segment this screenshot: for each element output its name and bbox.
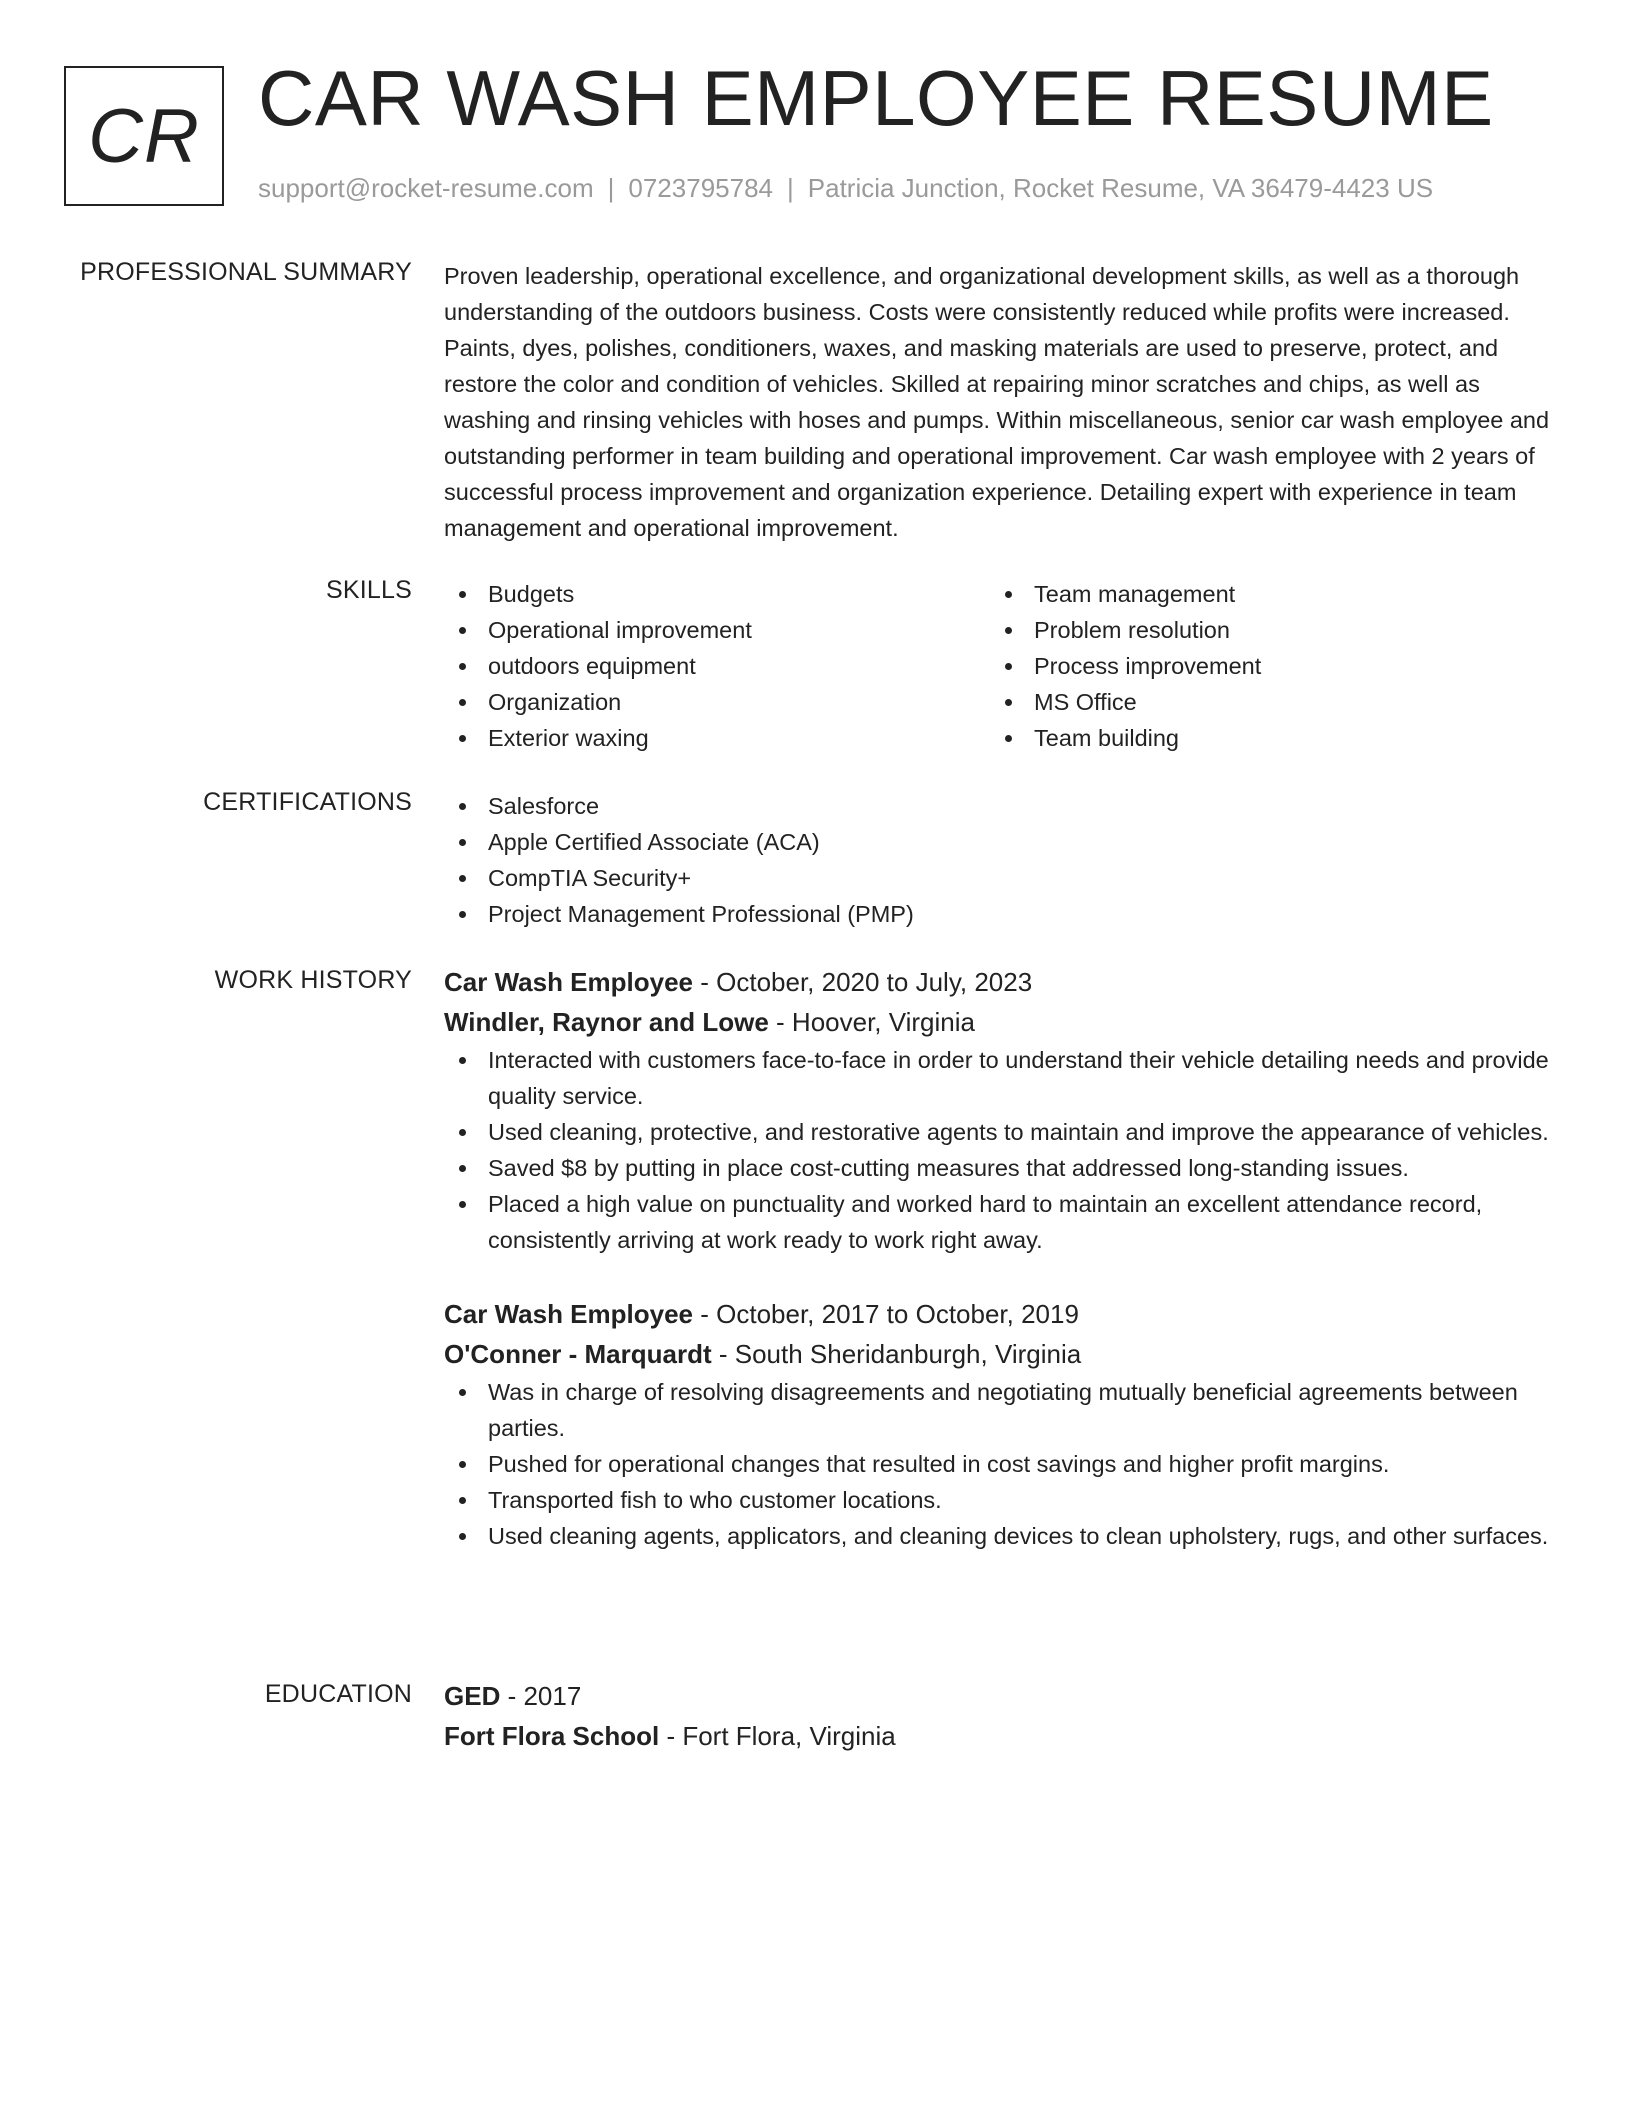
contact-line <box>258 173 1433 204</box>
education-degree: GED <box>444 1681 501 1711</box>
job-bullet: Saved $8 by putting in place cost-cutting measures that addressed long-standing issues. <box>444 1150 1564 1186</box>
certifications-heading: CERTIFICATIONS <box>203 788 412 816</box>
job-bullet: Was in charge of resolving disagreements and negotiating mutually beneficial agreements between parties. <box>444 1374 1564 1446</box>
job-dash: - <box>768 1007 792 1037</box>
job-bullet: Used cleaning, protective, and restorative agents to maintain and improve the appearance of vehicles. <box>444 1114 1564 1150</box>
contact-email: support@rocket-resume.com <box>258 173 594 203</box>
skills-list-right <box>990 576 1536 756</box>
job-title: Car Wash Employee <box>444 967 694 997</box>
education-heading: EDUCATION <box>264 1680 412 1708</box>
education-dash: - <box>500 1681 524 1711</box>
contact-separator: | <box>607 173 615 203</box>
summary-body <box>444 258 1564 546</box>
skills-heading: SKILLS <box>326 576 412 604</box>
contact-phone: 0723795784 <box>628 173 773 203</box>
job-location: South Sheridanburgh, Virginia <box>734 1339 1082 1369</box>
resume-title: CAR WASH EMPLOYEE RESUME <box>258 54 1494 142</box>
job-location: Hoover, Virginia <box>791 1007 975 1037</box>
job-bullet: Used cleaning agents, applicators, and cleaning devices to clean upholstery, rugs, and other surfaces. <box>444 1518 1564 1554</box>
contact-separator: | <box>787 173 794 203</box>
skill-item: Problem resolution <box>990 612 1536 648</box>
job-bullet: Pushed for operational changes that resulted in cost savings and higher profit margins. <box>444 1446 1564 1482</box>
education-location: Fort Flora, Virginia <box>682 1721 896 1751</box>
certifications-list <box>444 788 1564 932</box>
job-dash: - <box>711 1339 735 1369</box>
job-bullets <box>444 1042 1564 1258</box>
education-body <box>444 1676 1564 1756</box>
summary-text: Proven leadership, operational excellence, and organizational development skills, as well as a thorough understanding of the outdoors business. Costs were consistently reduced while profits were increased. Paints, dyes, polishes, conditioners, waxes, and masking materials are used to preserve, protect, and restore the color and condition of vehicles. Skilled at repairing minor scratches and chips, as well as washing and rinsing vehicles with hoses and pumps. Within miscellaneous, senior car wash employee and outstanding performer in team building and operational improvement. Car wash employee with 2 years of successful process improvement and organization experience. Detailing expert with experience in team management and operational improvement. <box>444 263 1550 541</box>
education-dash: - <box>659 1721 683 1751</box>
job-title-line <box>444 1294 1564 1334</box>
job-company-line <box>444 1002 1564 1042</box>
monogram-logo <box>64 66 224 206</box>
job-dates: October, 2020 to July, 2023 <box>716 967 1033 997</box>
job-company: O'Conner - Marquardt <box>444 1339 712 1369</box>
education-school: Fort Flora School <box>444 1721 660 1751</box>
skill-item: Team management <box>990 576 1536 612</box>
skill-item: Operational improvement <box>444 612 990 648</box>
job-entry <box>444 962 1564 1258</box>
skills-list-left <box>444 576 990 756</box>
work-history-heading: WORK HISTORY <box>214 966 412 994</box>
job-company-line <box>444 1334 1564 1374</box>
work-history-body <box>444 962 1564 1590</box>
contact-address: Patricia Junction, Rocket Resume, VA 36479-4423 US <box>807 173 1434 203</box>
job-bullet: Transported fish to who customer locations. <box>444 1482 1564 1518</box>
skill-item: Organization <box>444 684 990 720</box>
job-bullets <box>444 1374 1564 1554</box>
skill-item: Budgets <box>444 576 990 612</box>
education-year: 2017 <box>523 1681 582 1711</box>
certification-item: CompTIA Security+ <box>444 860 1564 896</box>
certifications-body <box>444 788 1564 932</box>
skill-item: Process improvement <box>990 648 1536 684</box>
job-dash: - <box>693 967 717 997</box>
job-dates: October, 2017 to October, 2019 <box>716 1299 1079 1329</box>
summary-heading: PROFESSIONAL SUMMARY <box>80 258 412 286</box>
skill-item: MS Office <box>990 684 1536 720</box>
certification-item: Apple Certified Associate (ACA) <box>444 824 1564 860</box>
skills-body <box>444 576 1564 756</box>
skill-item: Exterior waxing <box>444 720 990 756</box>
job-dash: - <box>693 1299 717 1329</box>
education-school-line <box>444 1716 1564 1756</box>
job-bullet: Interacted with customers face-to-face in order to understand their vehicle detailing needs and provide quality service. <box>444 1042 1564 1114</box>
job-title-line <box>444 962 1564 1002</box>
certification-item: Salesforce <box>444 788 1564 824</box>
job-bullet: Placed a high value on punctuality and worked hard to maintain an excellent attendance record, consistently arriving at work ready to work right away. <box>444 1186 1564 1258</box>
job-entry <box>444 1294 1564 1554</box>
job-company: Windler, Raynor and Lowe <box>444 1007 769 1037</box>
skill-item: outdoors equipment <box>444 648 990 684</box>
monogram-initials: CR <box>88 93 200 179</box>
certification-item: Project Management Professional (PMP) <box>444 896 1564 932</box>
skill-item: Team building <box>990 720 1536 756</box>
education-degree-line <box>444 1676 1564 1716</box>
job-title: Car Wash Employee <box>444 1299 694 1329</box>
